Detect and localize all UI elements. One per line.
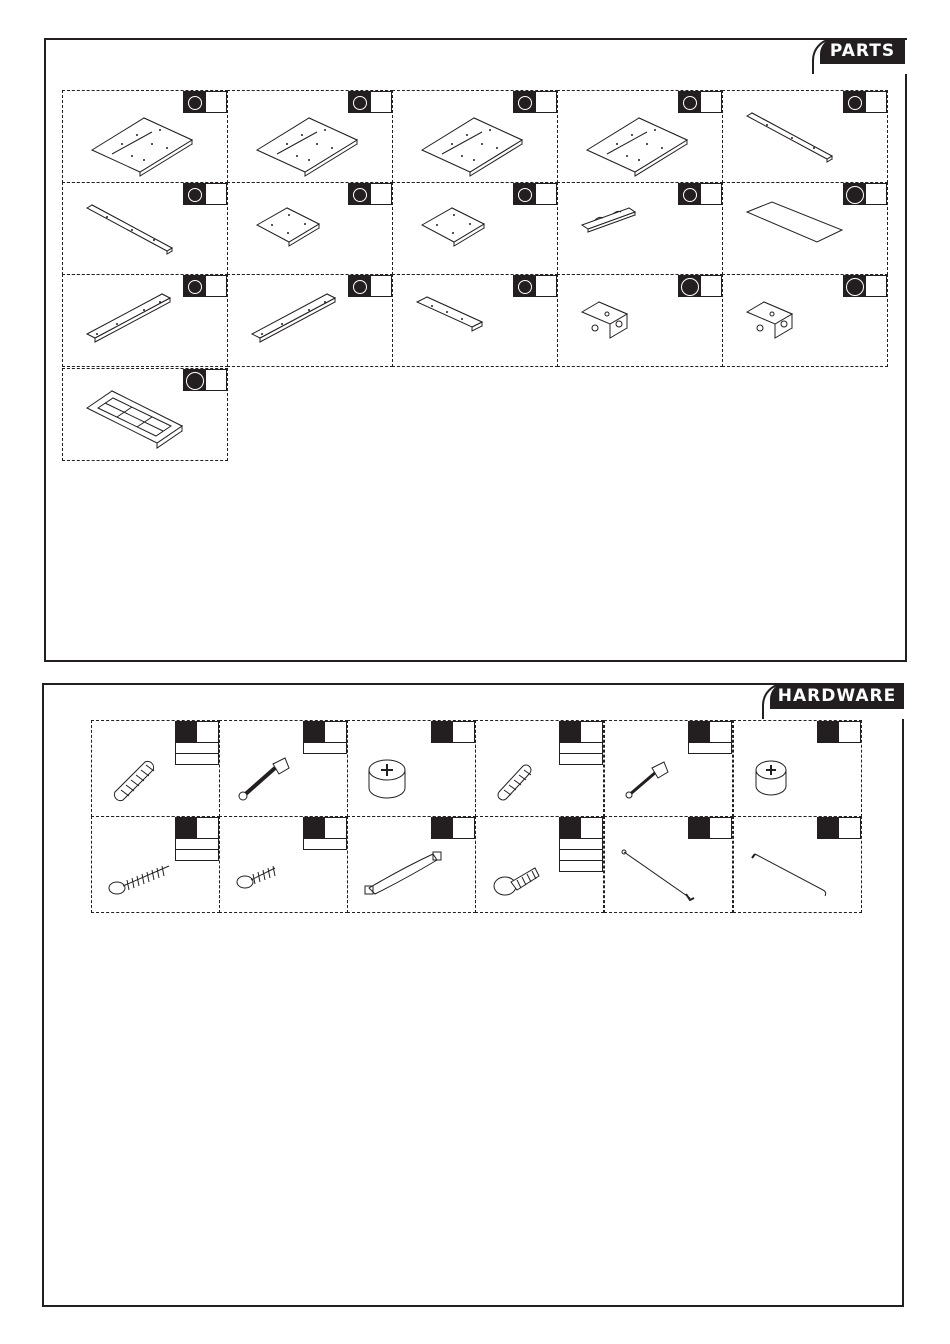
hardware-badge: [303, 817, 347, 850]
narrow-board-icon: [82, 292, 202, 362]
hardware-badge: [688, 721, 732, 754]
small-panel-icon: [247, 200, 367, 270]
hardware-badge: [688, 817, 732, 839]
hardware-letter-icon: [689, 722, 710, 742]
long-strip-icon: [82, 200, 202, 270]
wide-panel-icon: [82, 108, 202, 178]
hardware-letter-icon: [689, 818, 710, 838]
long-screw-icon: [107, 848, 187, 904]
hardware-letter-icon: [304, 722, 325, 742]
parts-section-title: PARTS: [820, 38, 905, 64]
block-icon: [577, 292, 697, 362]
back-panel-icon: [742, 200, 862, 270]
hardware-badge: [431, 721, 475, 743]
hardware-badge: [303, 721, 347, 754]
hardware-badge: [431, 817, 475, 839]
block-icon: [742, 292, 862, 362]
hardware-letter-icon: [432, 818, 453, 838]
hardware-letter-icon: [560, 818, 581, 838]
small-cam-bolt-icon: [620, 752, 700, 808]
long-strip-icon: [742, 108, 862, 178]
short-screw-icon: [235, 848, 315, 904]
hardware-section-title: HARDWARE: [770, 683, 904, 709]
handle-icon: [363, 848, 443, 904]
wire-cable-icon: [620, 848, 700, 904]
hardware-letter-icon: [818, 818, 839, 838]
wide-panel-icon: [412, 108, 532, 178]
cam-bolt-icon: [235, 752, 315, 808]
hardware-letter-icon: [560, 722, 581, 742]
hardware-letter-icon: [176, 722, 197, 742]
wide-panel-icon: [247, 108, 367, 178]
wide-panel-icon: [577, 108, 697, 178]
small-cam-lock-icon: [749, 752, 829, 808]
bolt-icon: [491, 848, 571, 904]
frame-icon: [82, 386, 202, 456]
notched-rail-icon: [577, 200, 697, 270]
narrow-board-icon: [247, 292, 367, 362]
hardware-letter-icon: [818, 722, 839, 742]
wire-rod-icon: [749, 848, 829, 904]
small-panel-icon: [412, 200, 532, 270]
short-board-icon: [412, 292, 532, 362]
hardware-badge: [817, 817, 861, 839]
hardware-badge: [817, 721, 861, 743]
cam-lock-icon: [363, 752, 443, 808]
hardware-letter-icon: [176, 818, 197, 838]
hardware-letter-icon: [432, 722, 453, 742]
wood-dowel-icon: [107, 752, 187, 808]
hardware-letter-icon: [304, 818, 325, 838]
small-dowel-icon: [491, 752, 571, 808]
